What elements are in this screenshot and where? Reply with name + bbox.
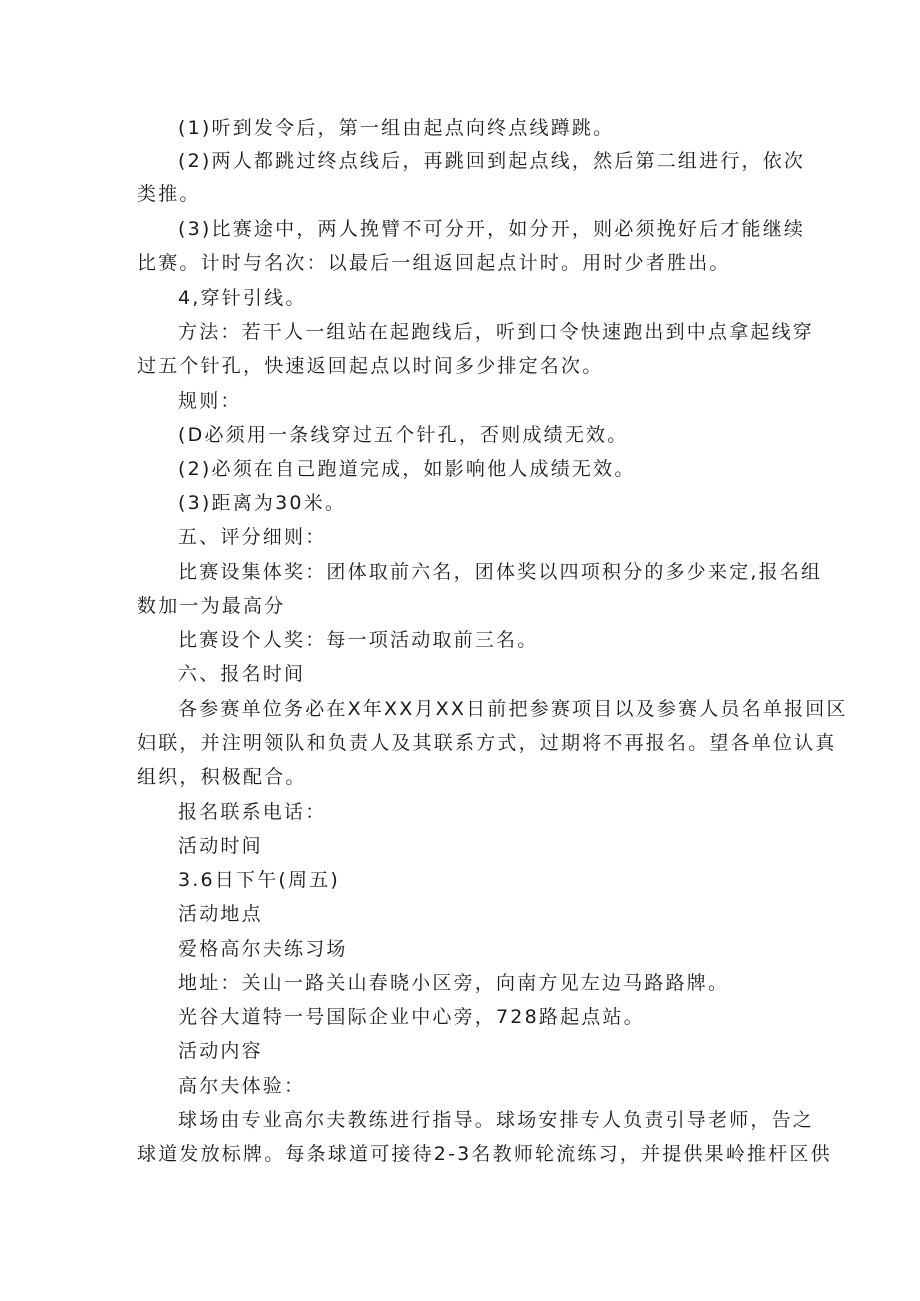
text-line-11: (2)必须在自己跑道完成，如影响他人成绩无效。 — [178, 458, 636, 480]
text-line-31: 球道发放标牌。每条球道可接待2-3名教师轮流练习，并提供果岭推杆区供 — [137, 1143, 832, 1165]
text-line-3: 类推。 — [137, 183, 201, 205]
text-line-1: (1)听到发令后，第一组由起点向终点线蹲跳。 — [178, 117, 615, 139]
text-line-26: 地址：关山一路关山春晓小区旁，向南方见左边马路路牌。 — [178, 972, 730, 994]
text-line-20: 组织，积极配合。 — [137, 766, 307, 788]
text-line-2: (2)两人都跳过终点线后，再跳回到起点线，然后第二组进行，依次 — [178, 150, 806, 172]
section-heading-scoring: 五、评分细则： — [178, 526, 327, 548]
text-line-16: 比赛设个人奖：每一项活动取前三名。 — [178, 629, 539, 651]
text-line-18: 各参赛单位务必在X年XX月XX日前把参赛项目以及参赛人员名单报回区 — [178, 698, 848, 720]
text-line-21: 报名联系电话： — [178, 801, 327, 823]
text-line-14: 比赛设集体奖：团体取前六名，团体奖以四项积分的多少来定,报名组 — [178, 561, 823, 583]
text-line-24: 活动地点 — [178, 903, 263, 925]
text-line-30: 球场由专业高尔夫教练进行指导。球场安排专人负责引导老师，告之 — [178, 1109, 815, 1131]
text-line-15: 数加一为最高分 — [137, 595, 286, 617]
text-line-12: (3)距离为30米。 — [178, 492, 347, 514]
text-line-23: 3.6日下午(周五) — [178, 869, 341, 891]
text-line-5: 比赛。计时与名次：以最后一组返回起点计时。用时少者胜出。 — [137, 252, 731, 274]
text-line-8: 过五个针孔，快速返回起点以时间多少排定名次。 — [137, 355, 604, 377]
text-line-29: 高尔夫体验： — [178, 1075, 306, 1097]
text-line-9: 规则： — [178, 390, 242, 412]
text-line-27: 光谷大道特一号国际企业中心旁，728路起点站。 — [178, 1006, 645, 1028]
section-heading-registration: 六、报名时间 — [178, 663, 306, 685]
text-line-10: (D必须用一条线穿过五个针孔，否则成绩无效。 — [178, 424, 629, 446]
text-line-28: 活动内容 — [178, 1040, 263, 1062]
text-line-4: (3)比赛途中，两人挽臂不可分开，如分开，则必须挽好后才能继续 — [178, 218, 806, 240]
text-line-22: 活动时间 — [178, 835, 263, 857]
text-line-19: 妇联，并注明领队和负责人及其联系方式，过期将不再报名。望各单位认真 — [137, 732, 837, 754]
text-line-6: 4,穿针引线。 — [178, 287, 307, 309]
text-line-25: 爱格高尔夫练习场 — [178, 938, 348, 960]
text-line-7: 方法：若干人一组站在起跑线后，听到口令快速跑出到中点拿起线穿 — [178, 321, 815, 343]
